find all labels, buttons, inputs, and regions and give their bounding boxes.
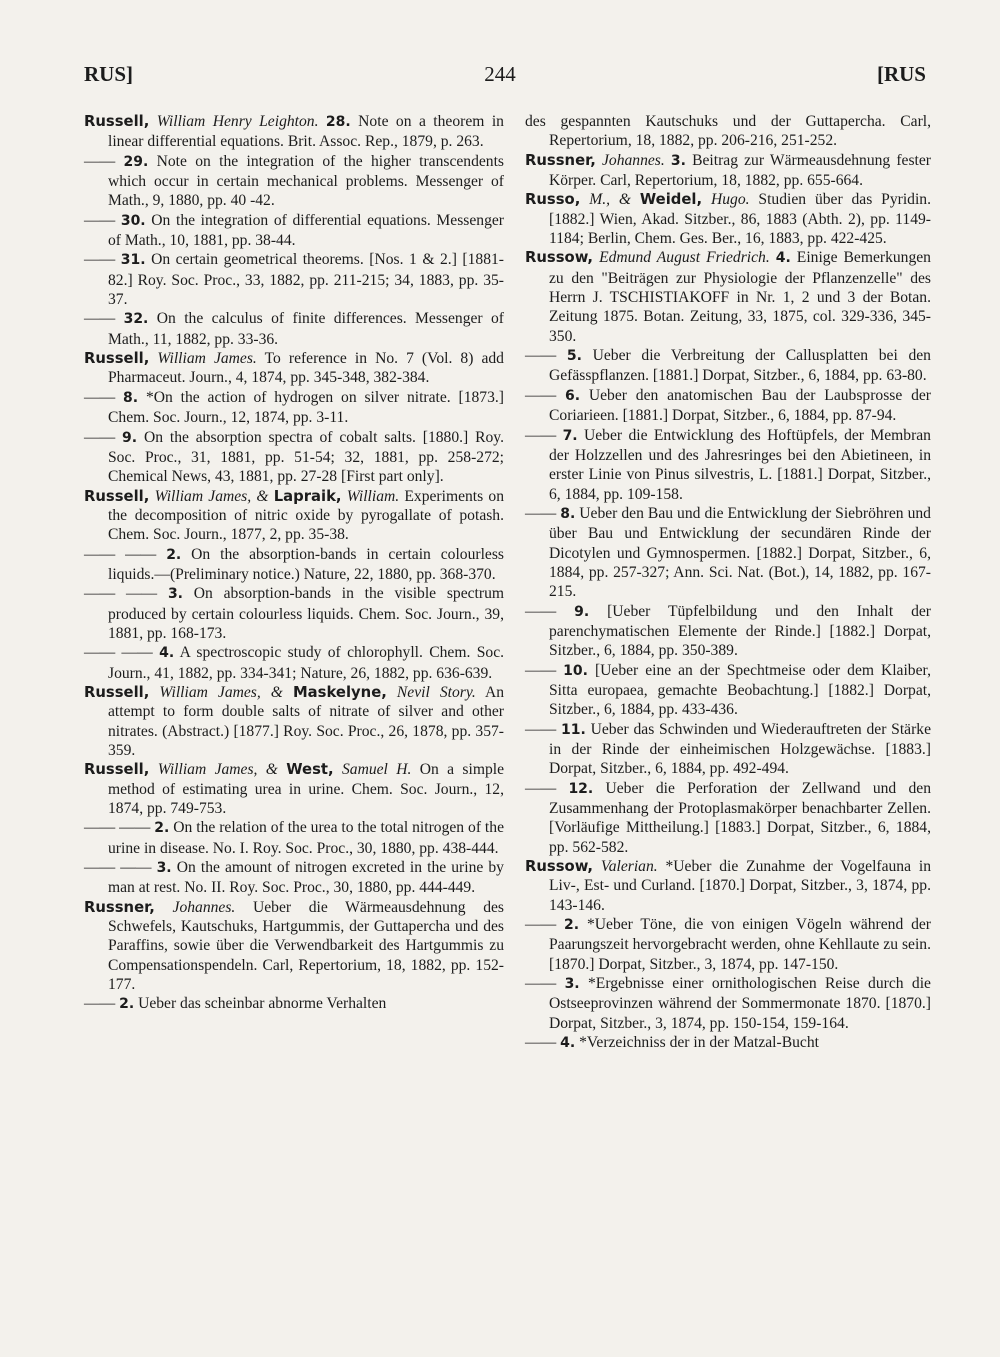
bibliography-entry: [525, 504, 931, 602]
entry-text: On a simple method of estimating urea in urine. Chem. Soc. Journ., 12, 1874, pp. 749-753.: [108, 761, 505, 818]
entry-text: On certain geometrical theorems. [Nos. 1 & 2.] [1881-82.] Roy. Soc. Proc., 33, 1882, pp. 211-215; 34, 1883, pp. 35-37.: [108, 251, 504, 309]
ditto-dash: ——: [525, 386, 557, 404]
entry-text: *Ergebnisse einer ornithologischen Reise durch die Ostseeprovinzen während der Sommermonate 1870. [1870.] Dorpat, Sitzber., 3, 1874, pp. 150-154, 159-164.: [549, 975, 931, 1032]
entry-text: *On the action of hydrogen on silver nitrate. [1873.] Chem. Soc. Journ., 12, 1874, pp. 3-11.: [108, 388, 504, 427]
bibliography-entry: [525, 190, 931, 248]
ditto-dash: ——: [525, 779, 557, 797]
entry-number: 2.: [564, 917, 580, 934]
author-name: Russell,: [84, 761, 150, 779]
entry-number: 3.: [564, 976, 580, 993]
entry-text: *Ueber Töne, die von einigen Vögeln während der Paarungszeit hervorgebracht werden, ohne Kehllaute zu sein. [1870.] Dorpat, Sitzber., 3, 1874, pp. 147-150.: [549, 916, 932, 973]
running-head-left: RUS]: [84, 62, 134, 86]
author-name: Russell,: [84, 683, 150, 701]
entry-number: 29.: [123, 153, 149, 170]
bibliography-entry: [525, 661, 931, 720]
author-given-names: Valerian.: [600, 858, 658, 876]
bibliography-entry: [84, 994, 504, 1014]
bibliography-entry: [525, 1033, 931, 1053]
entry-number: 3.: [156, 860, 172, 877]
ditto-dash: ——: [84, 310, 116, 328]
bibliography-entry: [84, 388, 504, 428]
coauthor-given-names: Samuel H.: [341, 761, 412, 779]
entry-number: 2.: [119, 996, 135, 1013]
bibliography-entry: [84, 760, 504, 818]
ditto-dash: ——: [525, 975, 557, 993]
entry-number: 2.: [154, 820, 170, 837]
running-head-right: [RUS: [876, 62, 926, 86]
bibliography-entry: [525, 112, 931, 151]
entry-number: 3.: [670, 152, 686, 169]
bibliography-entry: [525, 974, 931, 1033]
entry-number: 2.: [166, 546, 182, 563]
ditto-dash: ——: [525, 347, 557, 365]
entry-text: *Ueber die Zunahme der Vogelfauna in Liv-, Est- und Curland. [1870.] Dorpat, Sitzber., 3, 1874, pp. 143-146.: [549, 858, 931, 914]
entry-text: Studien über das Pyridin. [1882.] Wien, Akad. Sitzber., 86, 1883 (Abth. 2), pp. 1149-1184; Berlin, Chem. Ges. Ber., 16, 1883, pp. 422-425.: [549, 191, 931, 248]
coauthor-name: Maskelyne,: [292, 683, 387, 701]
entry-text: Ueber den anatomischen Bau der Laubsprosse der Coriarieen. [1881.] Dorpat, Sitzber., 6, 1884, pp. 87-94.: [549, 386, 931, 425]
author-name: Russell,: [84, 350, 150, 368]
bibliography-entry: [84, 898, 504, 995]
entry-number: 28.: [325, 114, 351, 130]
ditto-dash: —— ——: [84, 859, 152, 877]
entry-text: Ueber die Perforation der Zellwand und den Zusammenhang der Protoplasmakörper benachbarter Zellen. [Vorläufige Mittheilung.] [1883.] Dorpat, Sitzber., 6, 1884, pp. 562-582.: [549, 779, 931, 856]
entry-number: 4.: [159, 645, 175, 662]
author-name: Russo,: [525, 191, 581, 209]
bibliography-entry: [84, 487, 504, 545]
bibliography-entry: [84, 858, 504, 898]
entry-text: Einige Bemerkungen zu den "Beiträgen zur Physiologie der Pflanzenzelle" des Herrn J. TSCHISTIAKOFF in Nr. 1, 2 und 3 der Botan. Zeitung 1875. Botan. Zeitung, 33, 1875, col. 329-336, 345-350.: [549, 249, 931, 345]
ditto-dash: ——: [525, 504, 557, 522]
author-given-names: Johannes.: [601, 151, 665, 169]
entry-text: On the integration of differential equations. Messenger of Math., 10, 1881, pp. 38-44.: [108, 211, 504, 250]
bibliography-entry: [84, 349, 504, 388]
entry-number: 30.: [120, 212, 146, 229]
entry-text: On the absorption spectra of cobalt salts. [1880.] Roy. Soc. Proc., 31, 1881, pp. 51-54; 32, 1881, pp. 258-272; Chemical News, 43, 1881, pp. 27-28 [First part only].: [108, 428, 504, 486]
entry-number: 11.: [560, 721, 586, 738]
entry-text: [Ueber eine an der Spechtmeise oder dem Klaiber, Sitta europaea, gemachte Beobachtung.] [1882.] Dorpat, Sitzber., 6, 1884, pp. 433-436.: [549, 661, 931, 719]
entry-number: 3.: [167, 586, 183, 603]
author-given-names: William James, &: [154, 487, 274, 505]
entry-text: Ueber die Verbreitung der Callusplatten bei den Gefässpflanzen. [1881.] Dorpat, Sitzber., 6, 1884, pp. 63-80.: [549, 347, 931, 385]
entry-text: Ueber das Schwinden und Wiederauftreten der Stärke in der Rinde der einheimischen Holzgewächse. [1883.] Dorpat, Sitzber., 6, 1884, pp. 492-494.: [549, 720, 932, 778]
author-name: Russner,: [84, 898, 155, 916]
entry-text: [Ueber Tüpfelbildung und den Inhalt der parenchymatischen Elemente der Rinde.] [1882.] Dorpat, Sitzber., 6, 1884, pp. 350-389.: [549, 602, 931, 660]
ditto-dash: ——: [84, 428, 116, 446]
author-name: Russow,: [525, 858, 594, 876]
entry-number: 5.: [566, 348, 582, 365]
entry-number: 4.: [775, 250, 791, 267]
ditto-dash: ——: [525, 720, 557, 738]
ditto-dash: ——: [525, 661, 557, 679]
author-given-names: Johannes.: [172, 898, 236, 916]
ditto-dash: ——: [84, 251, 116, 269]
entry-number: 32.: [123, 311, 149, 328]
ditto-dash: ——: [84, 995, 116, 1013]
right-column: [525, 112, 931, 1054]
entry-number: 7.: [562, 427, 578, 444]
bibliography-entry: [84, 211, 504, 251]
entry-number: 10.: [563, 662, 588, 679]
coauthor-name: Lapraik,: [273, 487, 342, 505]
author-given-names: William Henry Leighton.: [156, 113, 319, 130]
entry-text: A spectroscopic study of chlorophyll. Chem. Soc. Journ., 41, 1882, pp. 334-341; Nature, 26, 1882, pp. 636-639.: [108, 644, 505, 682]
entry-text: To reference in No. 7 (Vol. 8) add Pharmaceut. Journ., 4, 1874, pp. 345-348, 382-384.: [108, 350, 504, 387]
author-name: Russow,: [525, 249, 594, 267]
bibliography-entry: [525, 346, 931, 386]
entry-number: 6.: [565, 387, 581, 404]
bibliography-entry: [84, 152, 504, 211]
entry-text: Ueber die Entwicklung des Hoftüpfels, der Membran der Holzzellen und des Jahresringes bei den Abietineen, in erster Linie von Pinus silvestris, L. [1881.] Dorpat, Sitzber., 6, 1884, pp. 109-158.: [549, 426, 931, 503]
entry-number: 12.: [568, 780, 594, 797]
ditto-dash: ——: [84, 211, 116, 229]
left-column: [84, 112, 504, 1015]
entry-text: des gespannten Kautschuks und der Guttapercha. Carl, Repertorium, 18, 1882, pp. 206-216, 251-252.: [525, 113, 931, 150]
ditto-dash: —— ——: [84, 644, 153, 662]
entry-text: *Verzeichniss der in der Matzal-Bucht: [579, 1034, 819, 1052]
bibliography-entry: [84, 545, 504, 585]
entry-text: Note on the integration of the higher transcendents which occur in certain mechanical problems. Messenger of Math., 9, 1880, pp. 40 -42.: [108, 152, 504, 210]
ditto-dash: ——: [84, 152, 116, 170]
ditto-dash: —— ——: [84, 819, 151, 837]
bibliography-entry: [525, 915, 931, 974]
entry-text: On absorption-bands in the visible spectrum produced by certain colourless liquids. Chem. Soc. Journ., 39, 1881, pp. 168-173.: [108, 585, 505, 642]
author-given-names: William James.: [157, 350, 257, 368]
bibliography-entry: [525, 426, 931, 504]
entry-text: Ueber das scheinbar abnorme Verhalten: [138, 995, 387, 1013]
bibliography-entry: [525, 857, 931, 915]
bibliography-entry: [525, 720, 931, 779]
ditto-dash: ——: [84, 388, 116, 406]
author-given-names: William James, &: [157, 761, 287, 779]
bibliography-entry: [525, 248, 931, 346]
bibliography-entry: [84, 683, 504, 760]
entry-text: On the amount of nitrogen excreted in the urine by man at rest. No. II. Roy. Soc. Proc., 30, 1880, pp. 444-449.: [108, 859, 504, 897]
ditto-dash: ——: [525, 1034, 557, 1052]
bibliography-entry: [84, 112, 504, 152]
bibliography-entry: [525, 151, 931, 191]
bibliography-entry: [84, 309, 504, 349]
bibliography-entry: [84, 643, 504, 683]
bibliography-entry: [84, 428, 504, 487]
entry-text: On the calculus of finite differences. Messenger of Math., 11, 1882, pp. 33-36.: [108, 310, 504, 348]
entry-text: Experiments on the decomposition of nitric oxide by pyrogallate of potash. Chem. Soc. Journ., 1877, 2, pp. 35-38.: [108, 487, 505, 544]
entry-number: 9.: [122, 429, 138, 446]
author-given-names: William James, &: [159, 683, 293, 701]
ditto-dash: ——: [525, 426, 557, 444]
entry-text: An attempt to form double salts of nitrate of silver and other nitrates. (Abstract.) [1877.] Roy. Soc. Proc., 26, 1878, pp. 357-359.: [108, 683, 505, 759]
bibliography-entry: [84, 584, 504, 643]
ditto-dash: ——: [525, 602, 557, 620]
entry-text: Ueber den Bau und die Entwicklung der Siebröhren und über Bau und Entwicklung der secundären Rinde der Dicotylen und Gymnospermen. [1882.] Dorpat, Sitzber., 6, 1884, pp. 257-327; Ann. Sci. Nat. (Bot.), 14, 1882, pp. 167-215.: [549, 504, 931, 601]
entry-number: 4.: [560, 1035, 576, 1052]
bibliography-entry: [84, 250, 504, 309]
bibliography-entry: [84, 818, 504, 858]
author-name: Russner,: [525, 151, 596, 169]
ditto-dash: —— ——: [84, 545, 157, 563]
coauthor-given-names: William.: [346, 487, 400, 505]
author-name: Russell,: [84, 113, 150, 130]
bibliography-entry: [525, 602, 931, 661]
ditto-dash: —— ——: [84, 585, 158, 603]
entry-number: 8.: [123, 389, 139, 406]
entry-number: 31.: [120, 252, 146, 269]
entry-text: Beitrag zur Wärmeausdehnung fester Körper. Carl, Repertorium, 18, 1882, pp. 655-664.: [549, 151, 931, 190]
author-given-names: M., &: [589, 191, 640, 209]
entry-number: 8.: [560, 505, 576, 522]
coauthor-given-names: Nevil Story.: [396, 683, 476, 701]
ditto-dash: ——: [525, 916, 557, 934]
coauthor-name: West,: [286, 761, 334, 779]
author-given-names: Edmund August Friedrich.: [599, 249, 770, 267]
bibliography-entry: [525, 779, 931, 857]
entry-text: Note on a theorem in linear differential equations. Brit. Assoc. Rep., 1879, p. 263.: [108, 113, 504, 151]
page-number: 244: [484, 62, 516, 86]
entry-number: 9.: [574, 603, 590, 620]
entry-text: On the relation of the urea to the total nitrogen of the urine in disease. No. I. Roy. Soc. Proc., 30, 1880, pp. 438-444.: [108, 819, 504, 857]
coauthor-name: Weidel,: [639, 191, 703, 209]
coauthor-given-names: Hugo.: [710, 191, 750, 209]
entry-text: On the absorption-bands in certain colourless liquids.—(Preliminary notice.) Nature, 22, 1880, pp. 368-370.: [108, 545, 504, 583]
author-name: Russell,: [84, 487, 150, 505]
entry-text: Ueber die Wärmeausdehnung des Schwefels, Kautschuks, Hartgummis, der Guttapercha und des Paraffins, sowie über die Verwendbarkeit des Hartgummis zu Compensationspendeln. Carl, Repertorium, 18, 1882, pp. 152-177.: [108, 898, 505, 994]
bibliography-entry: [525, 386, 931, 426]
